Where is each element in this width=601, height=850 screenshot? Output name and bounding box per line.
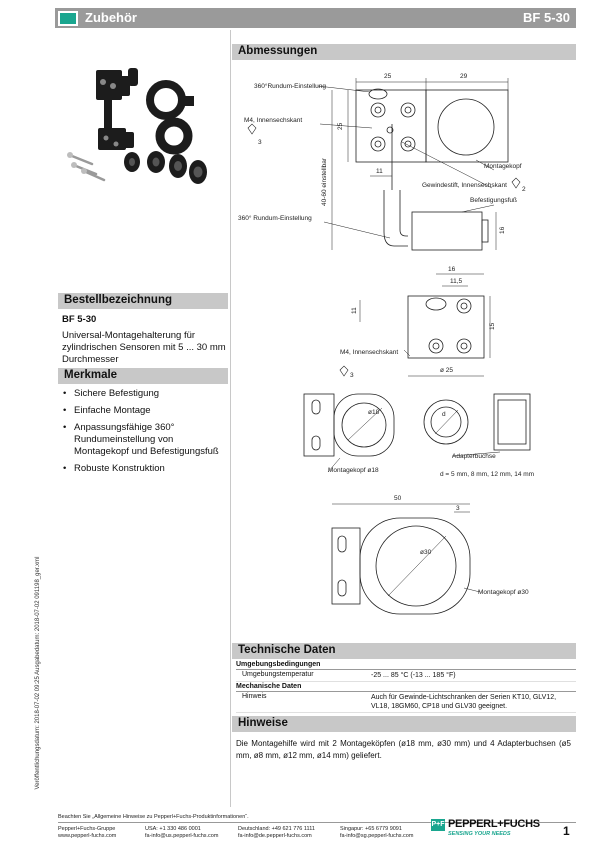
svg-text:Gewindestift, Innensechskant: Gewindestift, Innensechskant: [422, 182, 507, 189]
footer-usa-email[interactable]: fa-info@us.pepperl-fuchs.com: [145, 833, 219, 839]
svg-text:25: 25: [384, 73, 392, 80]
svg-text:3: 3: [258, 139, 262, 146]
svg-text:Montagekopf: Montagekopf: [484, 163, 522, 170]
svg-text:29: 29: [460, 73, 468, 80]
dimensions-section-header: Abmessungen: [232, 44, 576, 60]
svg-text:11: 11: [351, 307, 358, 314]
svg-text:25: 25: [337, 122, 344, 130]
order-section-header: Bestellbezeichnung: [58, 293, 228, 309]
svg-text:ø18: ø18: [368, 409, 380, 416]
logo-mark-icon: P+F: [431, 819, 445, 831]
note-key: Hinweis: [242, 693, 267, 700]
footer-note: Beachten Sie „Allgemeine Hinweise zu Pepperl+Fuchs-Produktinformationen“.: [58, 814, 249, 820]
svg-text:d: d: [442, 411, 446, 418]
header-title: Zubehör: [85, 10, 137, 25]
header-bar: [55, 8, 576, 28]
dimension-drawings: [232, 60, 576, 640]
svg-text:11: 11: [376, 168, 383, 175]
note-value: Auch für Gewinde-Lichtschranken der Serien KT10, GLV12, VL18, 18GM60, CP18 und GLV30 geeignet.: [371, 694, 557, 710]
svg-text:3: 3: [350, 372, 354, 379]
svg-text:16: 16: [448, 266, 456, 273]
svg-text:d = 5 mm, 8 mm, 12 mm, 14 mm: d = 5 mm, 8 mm, 12 mm, 14 mm: [440, 471, 535, 478]
logo-wordmark: PEPPERL+FUCHS: [448, 818, 540, 830]
column-divider: [230, 30, 231, 807]
footer-website-link[interactable]: www.pepperl-fuchs.com: [58, 833, 117, 839]
footer-col-usa: [145, 826, 218, 840]
svg-text:360°Rundum-Einstellung: 360°Rundum-Einstellung: [254, 83, 326, 90]
tech-group-mech: Mechanische Daten: [236, 682, 576, 692]
order-description: Universal-Montagehalterung für zylindrischen Sensoren mit 5 ... 30 mm Durchmesser: [62, 330, 226, 365]
publication-date-line: Veröffentlichungsdatum: 2018-07-02 09:25 Ausgabedatum: 2018-07-02 091198_ger.xml: [35, 556, 41, 790]
page-number: 1: [563, 824, 570, 838]
features-list: [62, 388, 227, 480]
footer-group-name: Pepperl+Fuchs-Gruppe: [58, 826, 116, 832]
product-photo: [58, 60, 218, 200]
logo-tagline: SENSING YOUR NEEDS: [448, 831, 511, 837]
svg-text:ø 25: ø 25: [440, 367, 454, 374]
svg-text:Montagekopf ø30: Montagekopf ø30: [478, 589, 529, 596]
svg-text:16: 16: [499, 226, 506, 234]
feature-item: • Anpassungsfähige 360° Rundumeinstellung von Montagekopf und Befestigungsfuß: [62, 422, 227, 458]
svg-text:M4, Innensechskant: M4, Innensechskant: [340, 349, 399, 356]
svg-text:M4, Innensechskant: M4, Innensechskant: [244, 117, 303, 124]
footer-usa-phone: USA: +1 330 486 0001: [145, 826, 201, 832]
table-row: [236, 692, 576, 713]
notes-section-header: Hinweise: [232, 716, 576, 732]
footer-col-group: [58, 826, 116, 840]
footer-col-sg: [340, 826, 413, 840]
svg-text:ø30: ø30: [420, 549, 432, 556]
pepperl-fuchs-logo: [431, 818, 551, 842]
tech-section-header: Technische Daten: [232, 643, 576, 659]
footer-col-de: [238, 826, 315, 840]
header-product-code: BF 5-30: [523, 10, 570, 25]
order-name: BF 5-30: [62, 314, 97, 325]
temp-key: Umgebungstemperatur: [242, 671, 314, 678]
footer-de-phone: Deutschland: +49 621 776 1111: [238, 826, 315, 832]
tech-table: [236, 660, 576, 713]
footer-sg-phone: Singapur: +65 6779 9091: [340, 826, 402, 832]
svg-text:11,5: 11,5: [450, 278, 463, 285]
tech-group-env: Umgebungsbedingungen: [236, 660, 576, 670]
svg-text:Adapterbuchse: Adapterbuchse: [452, 453, 496, 460]
notes-text: Die Montagehilfe wird mit 2 Montageköpfen (ø18 mm, ø30 mm) und 4 Adapterbuchsen (ø5 mm, ø8 mm, ø12 mm, ø14 mm) geliefert.: [236, 739, 571, 760]
feature-item: • Sichere Befestigung: [62, 388, 227, 400]
svg-text:50: 50: [394, 495, 402, 502]
temp-value: -25 ... 85 °C (-13 ... 185 °F): [371, 672, 456, 679]
svg-text:2: 2: [522, 186, 526, 193]
features-section-header: Merkmale: [58, 368, 228, 384]
svg-text:3: 3: [456, 505, 460, 512]
feature-item: • Robuste Konstruktion: [62, 463, 227, 475]
svg-text:360° Rundum-Einstellung: 360° Rundum-Einstellung: [238, 215, 312, 222]
svg-text:15: 15: [489, 322, 496, 330]
feature-item: • Einfache Montage: [62, 405, 227, 417]
footer-de-email[interactable]: fa-info@de.pepperl-fuchs.com: [238, 833, 312, 839]
footer-sg-email[interactable]: fa-info@sg.pepperl-fuchs.com: [340, 833, 414, 839]
svg-text:Montagekopf ø18: Montagekopf ø18: [328, 467, 379, 474]
table-row: [236, 670, 576, 682]
header-square-icon: [58, 11, 78, 26]
svg-text:Befestigungsfuß: Befestigungsfuß: [470, 197, 517, 204]
svg-text:40-60 einstellbar: 40-60 einstellbar: [321, 157, 328, 206]
